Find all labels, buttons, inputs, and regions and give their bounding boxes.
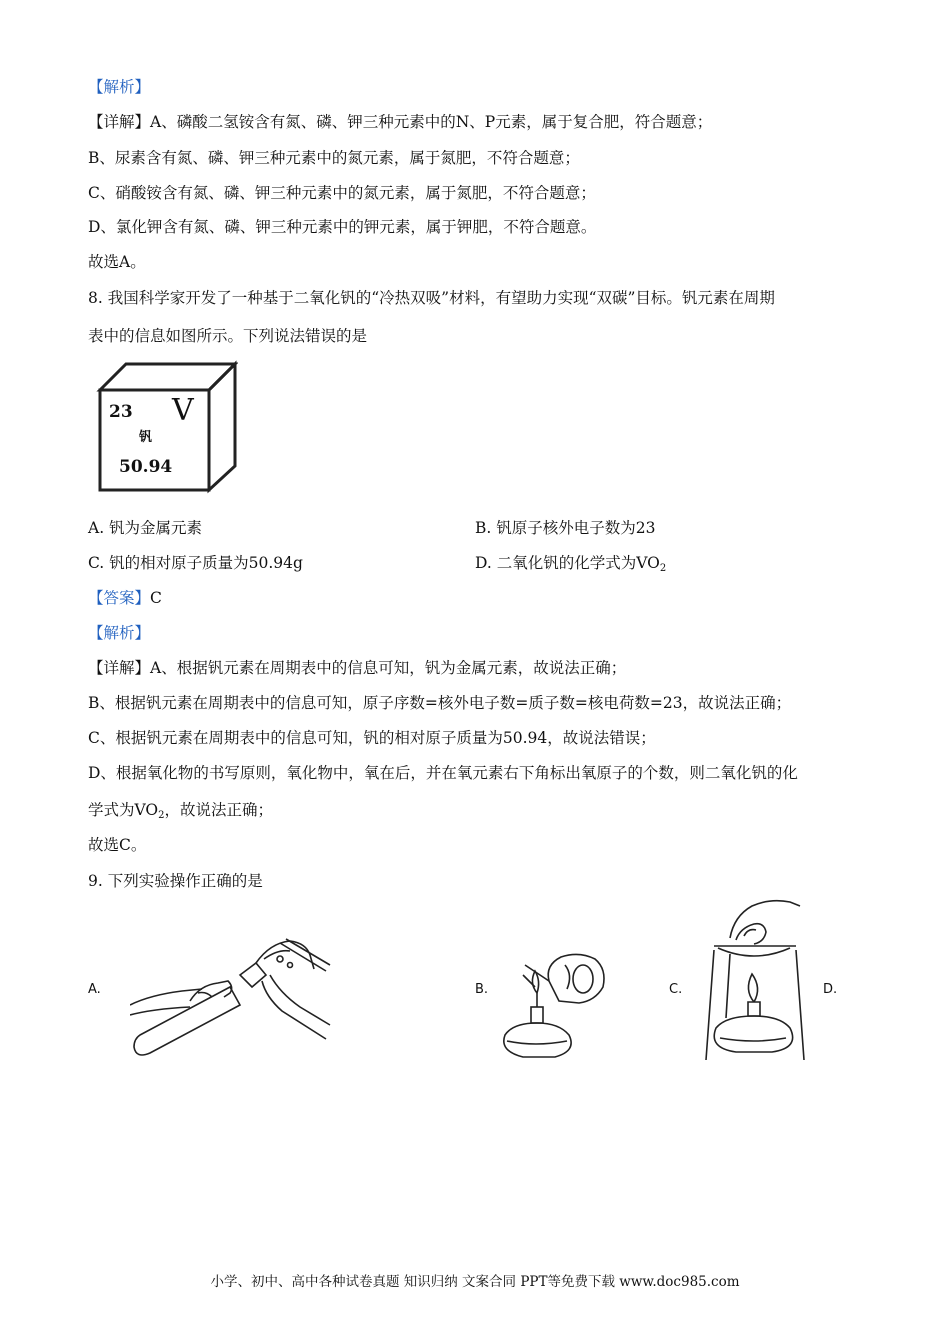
q8-conclusion: 故选C。 (88, 836, 147, 854)
detail-tag: 【详解】 (88, 113, 151, 131)
q8-detail-d-cont: 学式为$VO_2$，故说法正确； (88, 801, 274, 821)
figure-c-tripod-heating (700, 898, 810, 1068)
q8-option-a: A. 钒为金属元素 (88, 519, 203, 537)
q8-stem-line2: 表中的信息如图所示。下列说法错误的是 (88, 327, 368, 345)
q7-detail-d: D、氯化钾含有氮、磷、钾三种元素中的钾元素，属于钾肥，不符合题意。 (88, 218, 597, 236)
atomic-mass: 50.94 (119, 457, 173, 477)
q8-detail-c: C、根据钒元素在周期表中的信息可知，钒的相对原子质量为50.94，故说法错误； (88, 729, 656, 747)
answer-tag: 【答案】 (88, 589, 151, 607)
q8-answer: 【答案】C (88, 589, 162, 607)
detail-tag: 【详解】 (88, 659, 151, 677)
analysis-tag: 【解析】 (88, 624, 151, 642)
q9-stem: 9. 下列实验操作正确的是 (88, 872, 263, 890)
page-footer: 小学、初中、高中各种试卷真题 知识归纳 文案合同 PPT等免费下载 www.doc985.com (210, 1274, 740, 1290)
q7-detail-b: B、尿素含有氮、磷、钾三种元素中的氮元素，属于氮肥，不符合题意； (88, 149, 580, 167)
element-name: 钒 (139, 430, 153, 445)
figure-a-test-tube-dropper (130, 935, 335, 1065)
figure-b-alcohol-lamps (495, 945, 615, 1065)
q7-conclusion: 故选A。 (88, 253, 146, 271)
q8-option-d: D. 二氧化钒的化学式为$VO_2$ (475, 554, 667, 574)
q8-stem-line1: 8. 我国科学家开发了一种基于二氧化钒的“冷热双吸”材料，有望助力实现“双碳”目标。钒元素在周期 (88, 289, 775, 307)
q8-option-c: C. 钒的相对原子质量为50.94g (88, 554, 303, 572)
analysis-tag: 【解析】 (88, 78, 151, 96)
element-symbol: V (172, 393, 194, 428)
q8-detail-d: D、根据氧化物的书写原则，氧化物中，氧在后，并在氧元素右下角标出氧原子的个数，则二氧化钒的化 (88, 764, 798, 782)
q8-detail-a: 【详解】A、根据钒元素在周期表中的信息可知，钒为金属元素，故说法正确； (88, 659, 627, 677)
q8-detail-b: B、根据钒元素在周期表中的信息可知，原子序数=核外电子数=质子数=核电荷数=23，故说法正确； (88, 694, 792, 712)
q8-option-b: B. 钒原子核外电子数为23 (475, 519, 656, 537)
atomic-number: 23 (109, 402, 133, 422)
q9-label-a: A. (88, 982, 101, 997)
q7-detail-c: C、硝酸铵含有氮、磷、钾三种元素中的氮元素，属于氮肥，不符合题意； (88, 184, 596, 202)
q9-label-b: B. (475, 982, 489, 997)
q9-label-c: C. (669, 982, 683, 997)
q7-detail-a: 【详解】A、磷酸二氢铵含有氮、磷、钾三种元素中的N、P元素，属于复合肥，符合题意； (88, 113, 713, 131)
q9-label-d: D. (823, 982, 838, 997)
